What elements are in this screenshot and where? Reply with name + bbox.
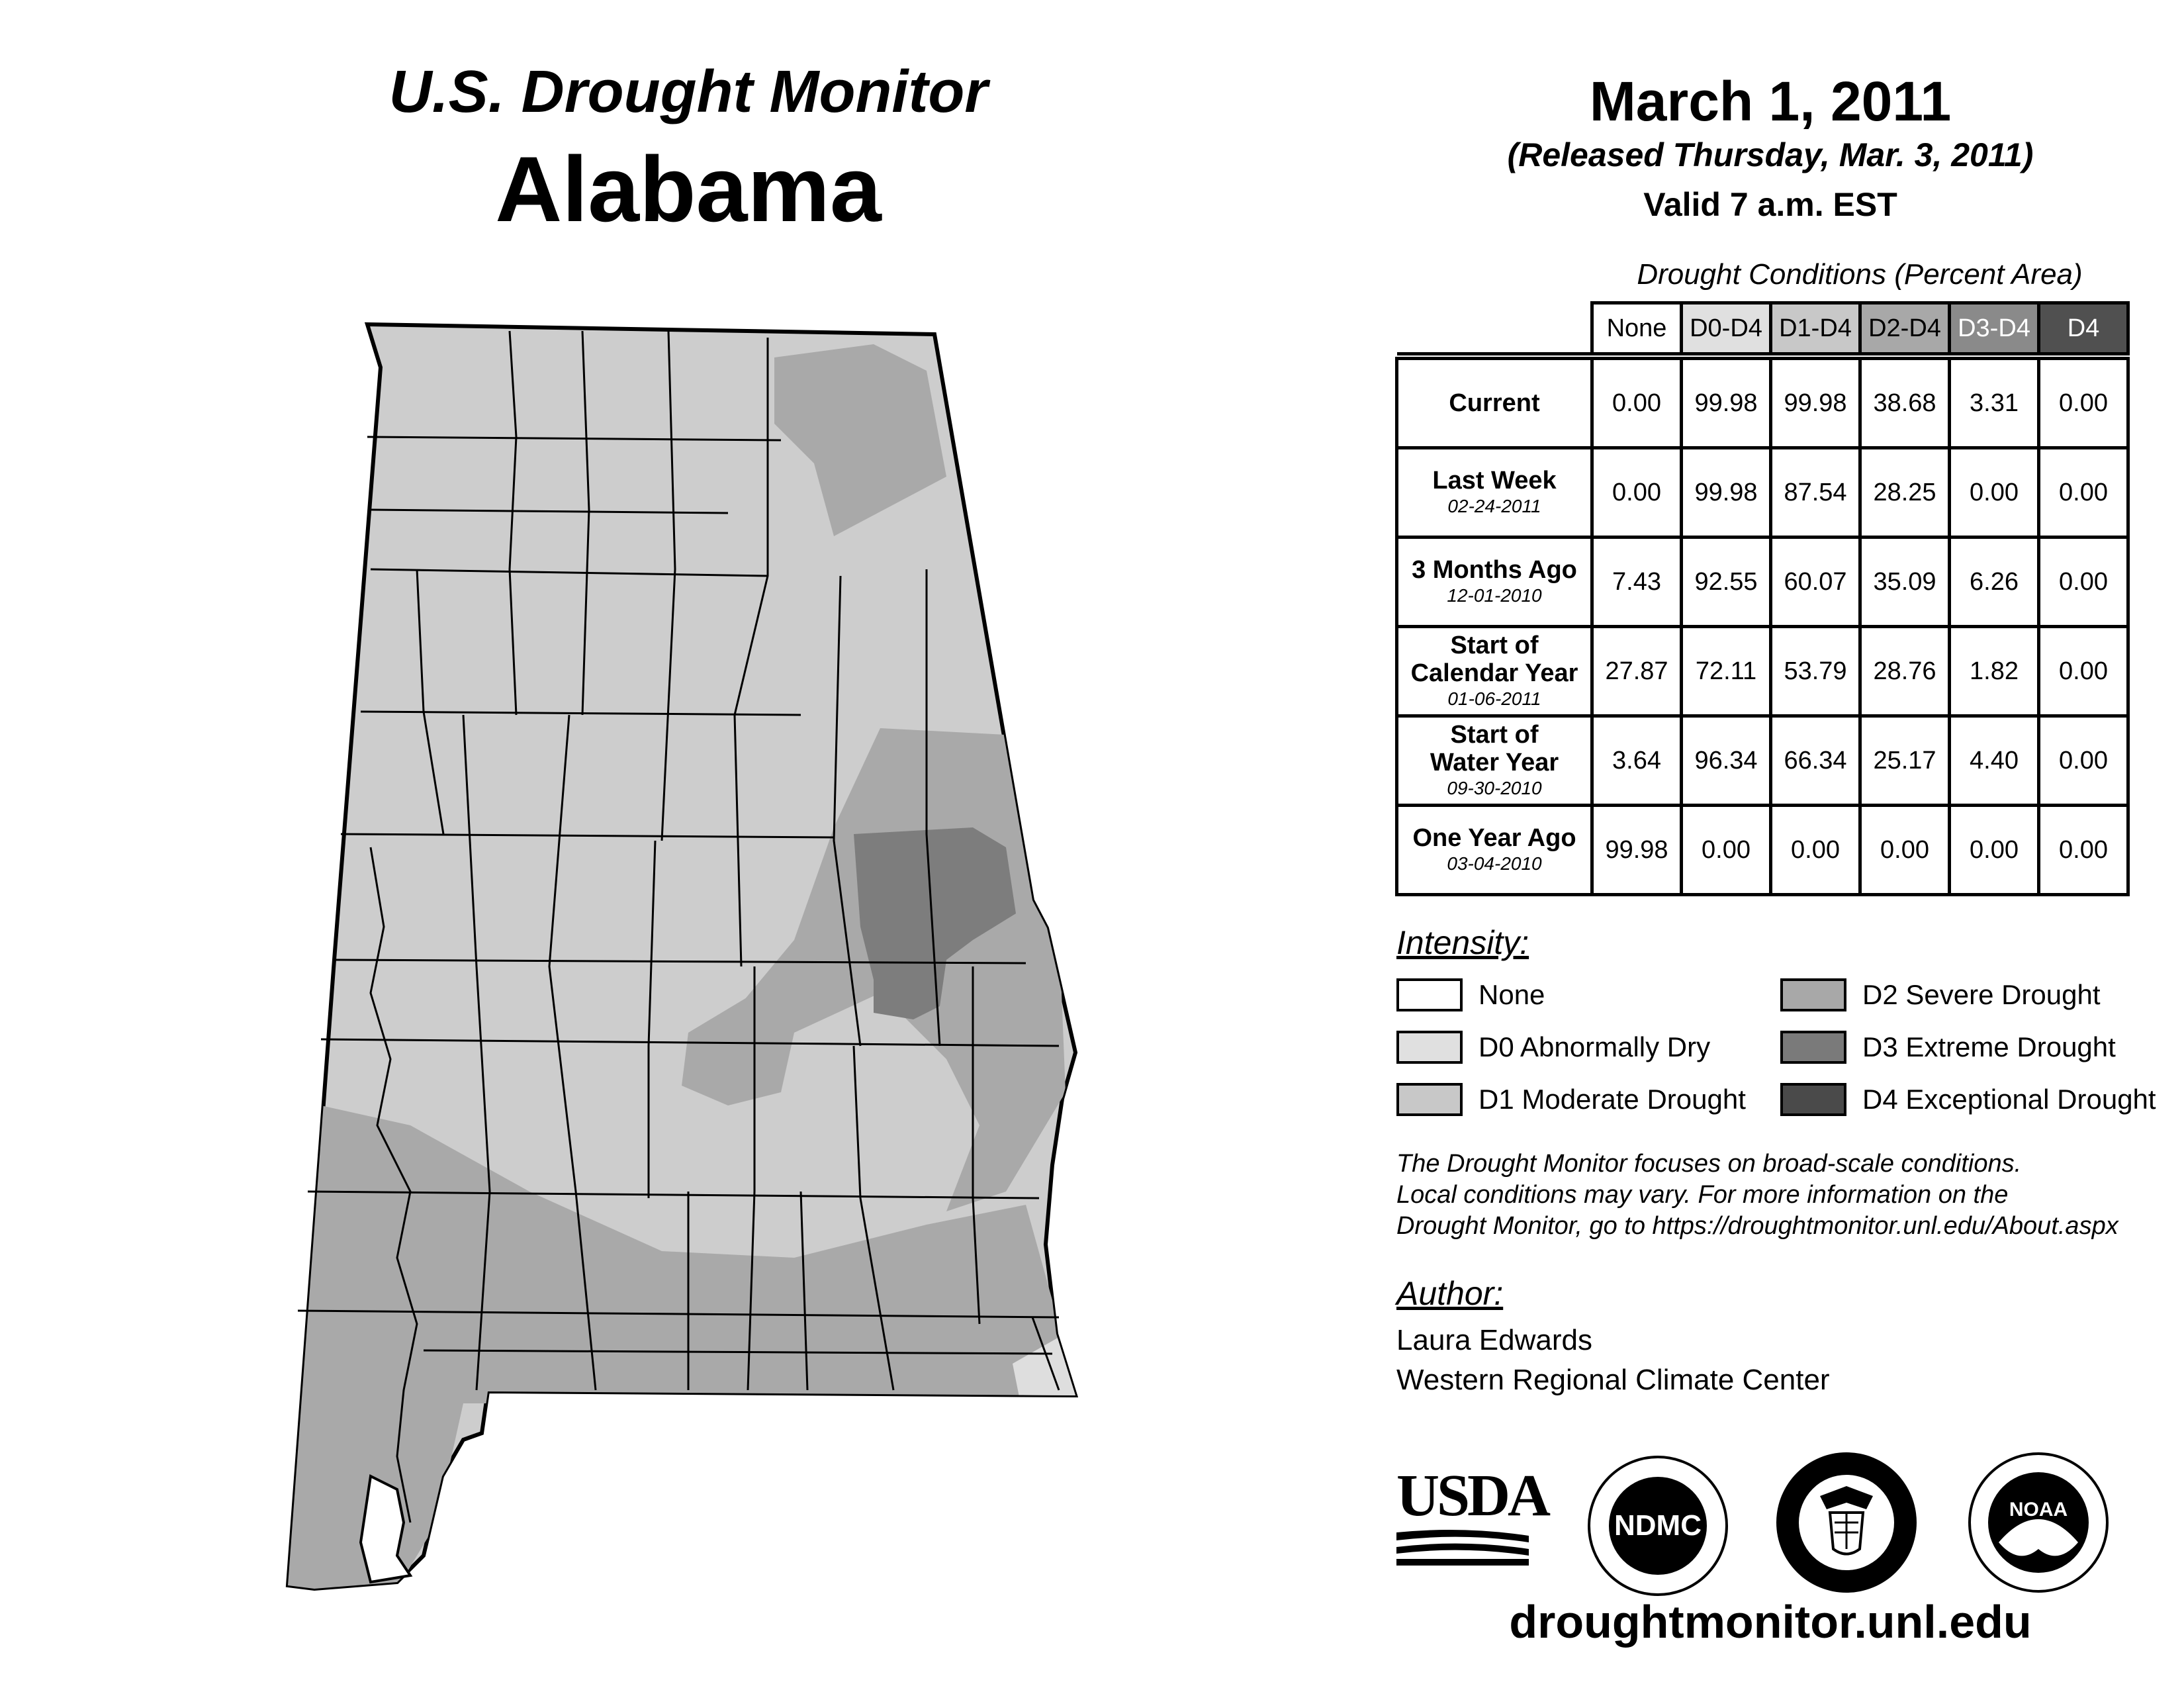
map-title: U.S. Drought Monitor (388, 59, 988, 125)
table-cell: 99.98 (1771, 359, 1860, 448)
legend-label: D0 Abnormally Dry (1479, 1031, 1711, 1062)
table-cell: 27.87 (1592, 627, 1682, 716)
table-cell: 92.55 (1682, 538, 1771, 627)
table-cell: 0.00 (2039, 627, 2128, 716)
table-cell: 35.09 (1860, 538, 1950, 627)
table-cell: 0.00 (1950, 806, 2039, 895)
table-row (1397, 627, 2128, 716)
row-date: 09-30-2010 (1447, 778, 1542, 798)
table-cell: 99.98 (1682, 359, 1771, 448)
note-line: The Drought Monitor focuses on broad-scale conditions. (1396, 1150, 2022, 1178)
table-cell: 66.34 (1771, 716, 1860, 806)
usda-logo (1396, 1463, 1549, 1566)
disclaimer-note (1396, 1149, 2177, 1242)
table-cell: 0.00 (2039, 359, 2128, 448)
table-row (1397, 448, 2128, 538)
author-heading: Author: (1396, 1275, 1504, 1312)
legend-swatch (1780, 1083, 1846, 1116)
author-name: Laura Edwards (1396, 1324, 1592, 1356)
table-cell: 0.00 (1682, 806, 1771, 895)
table-cell: 4.40 (1950, 716, 2039, 806)
row-date: 01-06-2011 (1447, 688, 1541, 709)
table-cell: 60.07 (1771, 538, 1860, 627)
table-cell: 0.00 (1592, 448, 1682, 538)
table-cell: 0.00 (2039, 448, 2128, 538)
table-corner (1397, 303, 1592, 354)
table-row (1397, 359, 2128, 448)
row-title: Start of Water Year (1430, 721, 1559, 776)
table-cell: 38.68 (1860, 359, 1950, 448)
legend-label: D2 Severe Drought (1862, 979, 2101, 1010)
row-title: Last Week (1432, 467, 1557, 494)
valid-time: Valid 7 a.m. EST (1643, 186, 1897, 223)
table-row (1397, 538, 2128, 627)
site-url[interactable]: droughtmonitor.unl.edu (1509, 1596, 2032, 1648)
legend-label: D1 Moderate Drought (1479, 1084, 1746, 1115)
table-cell: 96.34 (1682, 716, 1771, 806)
table-cell: 53.79 (1771, 627, 1860, 716)
row-date: 02-24-2011 (1447, 496, 1541, 516)
table-cell: 0.00 (1771, 806, 1860, 895)
row-label (1397, 806, 1592, 895)
legend-label: D3 Extreme Drought (1862, 1031, 2116, 1062)
legend-label: D4 Exceptional Drought (1862, 1084, 2156, 1115)
department-of-commerce-seal (1774, 1450, 1919, 1595)
note-line: Drought Monitor, go to https://droughtmonitor.unl.edu/About.aspx (1396, 1212, 2118, 1240)
usda-logo-text: USDA (1396, 1463, 1549, 1528)
alabama-drought-map (265, 305, 1125, 1622)
table-cell: 0.00 (2039, 716, 2128, 806)
state-title: Alabama (495, 137, 882, 241)
row-label (1397, 359, 1592, 448)
table-cell: 6.26 (1950, 538, 2039, 627)
col-header-d4: D4 (2039, 303, 2128, 354)
noaa-logo (1966, 1450, 2111, 1595)
legend-item-none (1396, 978, 1545, 1011)
legend-item-d2 (1780, 978, 2101, 1011)
legend-title: Intensity: (1396, 924, 1529, 961)
row-title: Current (1449, 389, 1540, 417)
legend-swatch (1396, 1031, 1463, 1064)
noaa-logo-text: NOAA (2009, 1499, 2068, 1521)
table-cell: 7.43 (1592, 538, 1682, 627)
table-cell: 3.64 (1592, 716, 1682, 806)
drought-conditions-table (1395, 301, 2130, 896)
legend-item-d0 (1396, 1031, 1710, 1064)
row-label (1397, 627, 1592, 716)
table-cell: 99.98 (1592, 806, 1682, 895)
table-caption: Drought Conditions (Percent Area) (1637, 258, 2083, 291)
map-date: March 1, 2011 (1589, 70, 1952, 132)
col-header-d3-d4: D3-D4 (1950, 303, 2039, 354)
author-organization: Western Regional Climate Center (1396, 1364, 1830, 1396)
table-cell: 72.11 (1682, 627, 1771, 716)
table-cell: 0.00 (2039, 538, 2128, 627)
row-title: Start of Calendar Year (1410, 632, 1578, 687)
row-label (1397, 538, 1592, 627)
legend-item-d1 (1396, 1083, 1746, 1116)
legend-swatch (1780, 1031, 1846, 1064)
col-header-d2-d4: D2-D4 (1860, 303, 1950, 354)
usda-logo-mark (1396, 1526, 1529, 1566)
table-cell: 99.98 (1682, 448, 1771, 538)
table-row (1397, 716, 2128, 806)
ndmc-logo (1585, 1453, 1731, 1599)
row-date: 12-01-2010 (1447, 585, 1542, 606)
row-date: 03-04-2010 (1447, 853, 1542, 874)
col-header-d1-d4: D1-D4 (1771, 303, 1860, 354)
release-date: (Released Thursday, Mar. 3, 2011) (1507, 136, 2034, 173)
table-cell: 87.54 (1771, 448, 1860, 538)
table-row (1397, 806, 2128, 895)
legend-item-d3 (1780, 1031, 2116, 1064)
row-title: One Year Ago (1412, 824, 1576, 852)
row-title: 3 Months Ago (1412, 556, 1577, 584)
legend-label: None (1479, 979, 1545, 1010)
table-cell: 28.25 (1860, 448, 1950, 538)
table-cell: 0.00 (1860, 806, 1950, 895)
col-header-none: None (1592, 303, 1682, 354)
legend-swatch (1396, 1083, 1463, 1116)
table-header-row (1397, 303, 2128, 354)
note-line: Local conditions may vary. For more information on the (1396, 1181, 2009, 1209)
table-cell: 28.76 (1860, 627, 1950, 716)
row-label (1397, 716, 1592, 806)
table-cell: 0.00 (1950, 448, 2039, 538)
table-cell: 0.00 (1592, 359, 1682, 448)
legend-swatch (1780, 978, 1846, 1011)
row-label (1397, 448, 1592, 538)
table-cell: 0.00 (2039, 806, 2128, 895)
table-cell: 25.17 (1860, 716, 1950, 806)
col-header-d0-d4: D0-D4 (1682, 303, 1771, 354)
table-cell: 1.82 (1950, 627, 2039, 716)
legend-item-d4 (1780, 1083, 2156, 1116)
ndmc-logo-text: NDMC (1614, 1509, 1702, 1542)
legend-swatch (1396, 978, 1463, 1011)
table-cell: 3.31 (1950, 359, 2039, 448)
